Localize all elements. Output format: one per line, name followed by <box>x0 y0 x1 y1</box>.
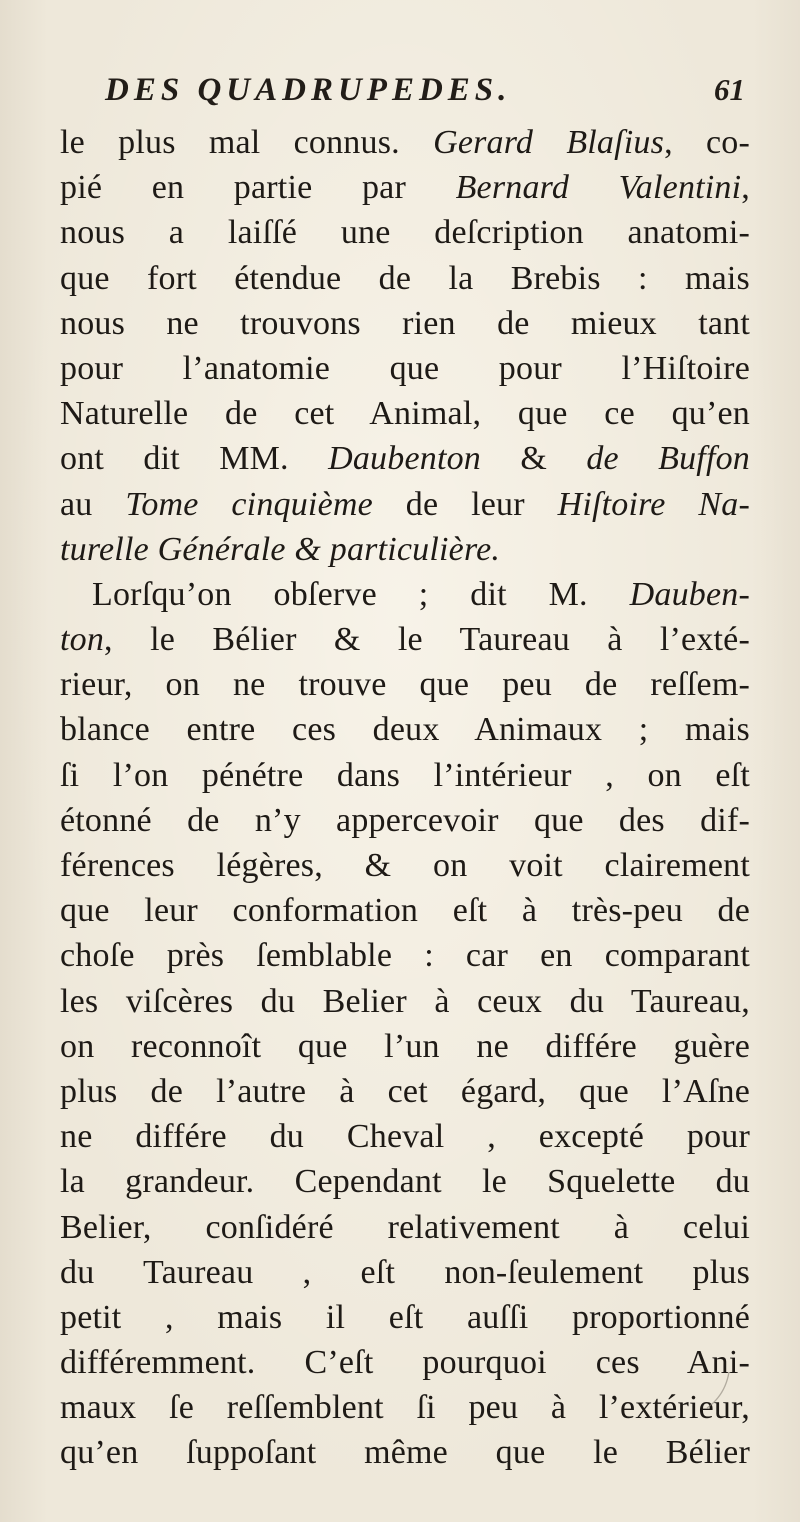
text-run: Belier, conſidéré relativement à celui <box>60 1208 750 1246</box>
text-run: , le Bélier & le Taureau à l’exté- <box>104 621 750 659</box>
text-run: pié en partie par <box>60 169 456 207</box>
text-run: les viſcères du Belier à ceux du Taureau, <box>60 982 750 1020</box>
text-line <box>60 617 750 662</box>
text-line <box>60 482 750 527</box>
text-run: la grandeur. Cependant le Squelette du <box>60 1163 750 1201</box>
text-line <box>60 707 750 752</box>
text-line <box>60 1295 750 1340</box>
text-line <box>60 210 750 255</box>
text-run: Naturelle de cet Animal, que ce qu’en <box>60 395 750 433</box>
text-run: pour l’anatomie que pour l’Hiſtoire <box>60 349 750 387</box>
text-run: le plus mal connus. <box>60 124 434 161</box>
text-run: que leur conformation eſt à très-peu de <box>60 892 750 930</box>
text-run: rieur, on ne trouve que peu de reſſem- <box>60 666 750 704</box>
italic-text: ton <box>60 621 105 659</box>
text-line <box>60 798 750 843</box>
text-line <box>60 527 750 572</box>
text-run: nous ne trouvons rien de mieux tant <box>60 304 750 342</box>
italic-text: Hiſtoire Na- <box>557 485 750 523</box>
body-text <box>60 120 750 1476</box>
text-run: que fort étendue de la Brebis : mais <box>60 259 750 297</box>
text-line <box>60 1024 750 1069</box>
text-line <box>60 1114 750 1159</box>
text-line <box>60 979 750 1024</box>
text-line <box>60 662 750 707</box>
text-line <box>60 1159 750 1204</box>
text-run: étonné de n’y appercevoir que des dif- <box>60 801 750 839</box>
text-run: Lorſqu’on obſerve ; dit M. <box>92 575 630 613</box>
text-run: choſe près ſemblable : car en comparant <box>60 937 750 975</box>
text-run: de leur <box>372 485 558 523</box>
text-run: on reconnoît que l’un ne différe guère <box>60 1027 750 1065</box>
italic-text: turelle Générale & particulière. <box>60 530 501 568</box>
text-line <box>60 1069 750 1114</box>
italic-text: de Buffon <box>586 440 750 478</box>
text-run: ſi l’on pénétre dans l’intérieur , on eſt <box>60 756 750 794</box>
italic-text: Bernard Valentini <box>455 169 742 207</box>
pencil-mark-icon <box>703 1370 733 1412</box>
text-run: , co- <box>664 124 750 161</box>
text-run: nous a laiſſé une deſcription anatomi- <box>60 214 750 252</box>
page-number: 61 <box>714 72 745 107</box>
text-run: ont dit MM. <box>60 440 329 478</box>
text-run: qu’en ſuppoſant même que le Bélier <box>60 1434 750 1472</box>
text-line <box>60 1385 750 1430</box>
text-line <box>60 301 750 346</box>
text-run: petit , mais il eſt auſſi proportionné <box>60 1298 750 1336</box>
text-line <box>60 436 750 481</box>
text-line <box>60 933 750 978</box>
text-run: au <box>60 485 126 523</box>
text-line <box>60 1250 750 1295</box>
text-line <box>60 572 750 617</box>
text-run: férences légères, & on voit clairement <box>60 847 750 884</box>
text-line <box>60 1430 750 1475</box>
text-line <box>60 753 750 798</box>
text-line <box>60 256 750 301</box>
text-run: blance entre ces deux Animaux ; mais <box>60 711 750 749</box>
italic-text: Dauben- <box>629 575 750 613</box>
italic-text: Daubenton <box>328 440 481 478</box>
text-run: plus de l’autre à cet égard, que l’Aſne <box>60 1072 750 1110</box>
text-line <box>60 346 750 391</box>
running-head: DES QUADRUPEDES. <box>105 72 512 108</box>
text-line <box>60 1340 750 1385</box>
italic-text: Tome cinquième <box>125 485 373 523</box>
page-header <box>105 72 745 112</box>
text-line <box>60 165 750 210</box>
text-run: différemment. C’eſt pourquoi ces Ani- <box>60 1344 750 1382</box>
text-run: maux ſe reſſemblent ſi peu à l’extérieur, <box>60 1389 750 1427</box>
text-run: du Taureau , eſt non-ſeulement plus <box>60 1253 750 1291</box>
text-line <box>60 888 750 933</box>
text-line <box>60 1205 750 1250</box>
text-run: , <box>741 169 750 207</box>
text-line <box>60 391 750 436</box>
text-run: & <box>481 440 587 478</box>
text-run: ne différe du Cheval , excepté pour <box>60 1118 750 1156</box>
text-line <box>60 843 750 888</box>
text-line <box>60 120 750 165</box>
italic-text: Gerard Blaſius <box>433 124 665 161</box>
